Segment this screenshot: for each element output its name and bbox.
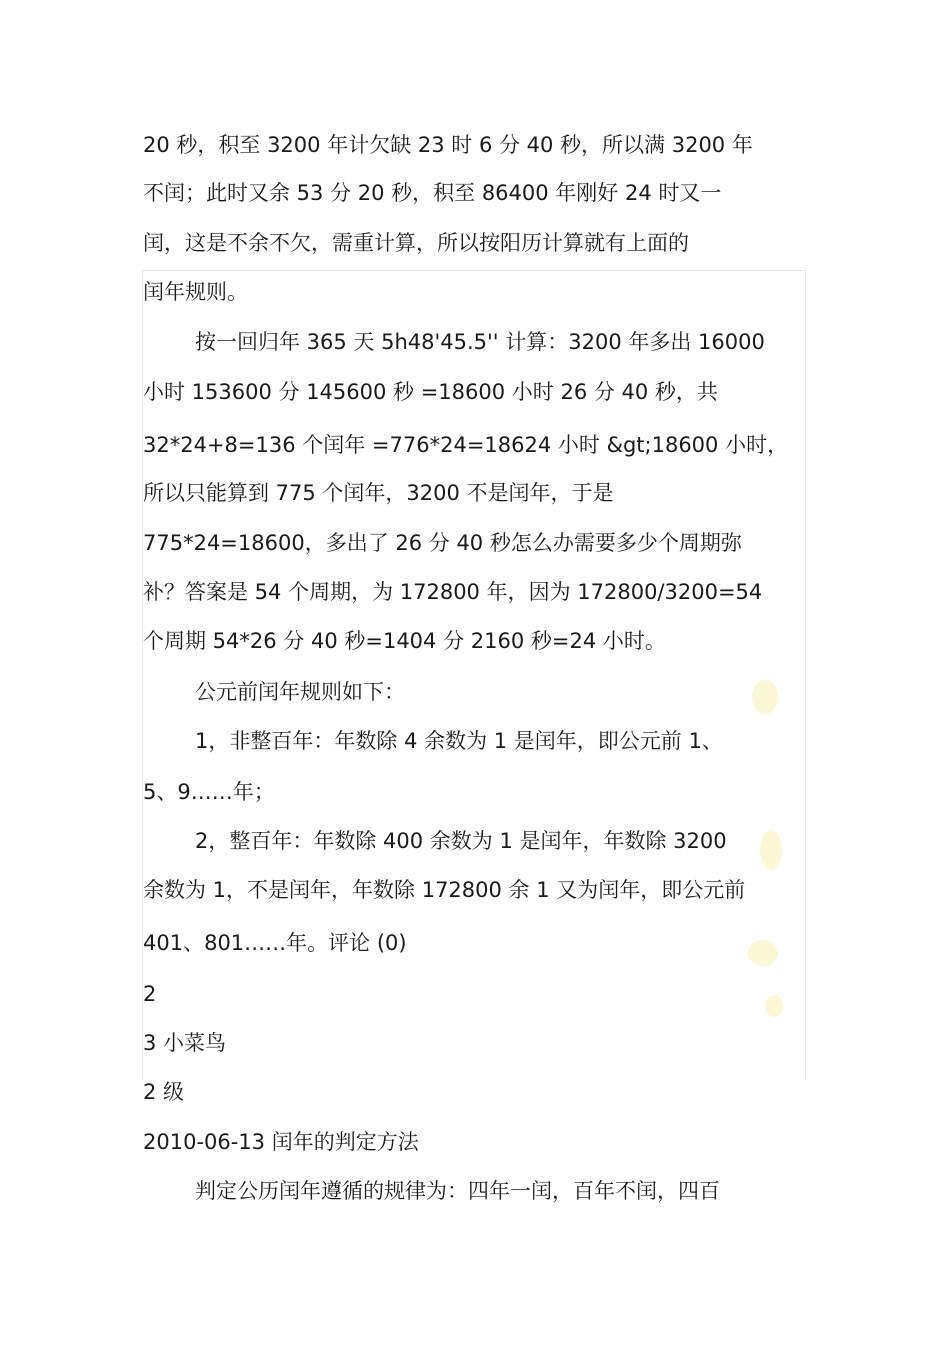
text-line: 2，整百年：年数除 400 余数为 1 是闰年，年数除 3200: [195, 829, 727, 853]
text-line: 余数为 1，不是闰年，年数除 172800 余 1 又为闰年，即公元前: [143, 878, 746, 902]
text-line: 2010-06-13 闰年的判定方法: [143, 1130, 419, 1154]
text-line: 判定公历闰年遵循的规律为：四年一闰，百年不闰，四百: [195, 1179, 720, 1203]
text-line: 3 小菜鸟: [143, 1031, 227, 1055]
text-line: 补？答案是 54 个周期，为 172800 年，因为 172800/3200=54: [143, 580, 763, 604]
text-line: 2: [143, 982, 157, 1006]
text-line: 5、9……年；: [143, 780, 275, 804]
text-line: 不闰；此时又余 53 分 20 秒，积至 86400 年刚好 24 时又一: [143, 181, 722, 205]
text-line: 小时 153600 分 145600 秒 =18600 小时 26 分 40 秒，共: [143, 380, 718, 404]
text-line: 775*24=18600，多出了 26 分 40 秒怎么办需要多少个周期弥: [143, 531, 742, 555]
text-line: 1，非整百年：年数除 4 余数为 1 是闰年，即公元前 1、: [195, 729, 723, 753]
text-line: 公元前闰年规则如下：: [195, 680, 405, 704]
text-line: 401、801……年。评论 (0): [143, 931, 407, 955]
text-line: 按一回归年 365 天 5h48'45.5'' 计算：3200 年多出 16000: [195, 330, 765, 354]
text-line: 20 秒，积至 3200 年计欠缺 23 时 6 分 40 秒，所以满 3200 年: [143, 133, 753, 157]
text-line: 闰，这是不余不欠，需重计算，所以按阳历计算就有上面的: [143, 231, 689, 255]
text-line: 2 级: [143, 1080, 185, 1104]
text-line: 所以只能算到 775 个闰年，3200 不是闰年，于是: [143, 481, 614, 505]
text-line: 个周期 54*26 分 40 秒=1404 分 2160 秒=24 小时。: [143, 629, 666, 653]
text-line: 闰年规则。: [143, 280, 248, 304]
text-line: 32*24+8=136 个闰年 =776*24=18624 小时 &gt;18600 小时，: [143, 433, 789, 457]
